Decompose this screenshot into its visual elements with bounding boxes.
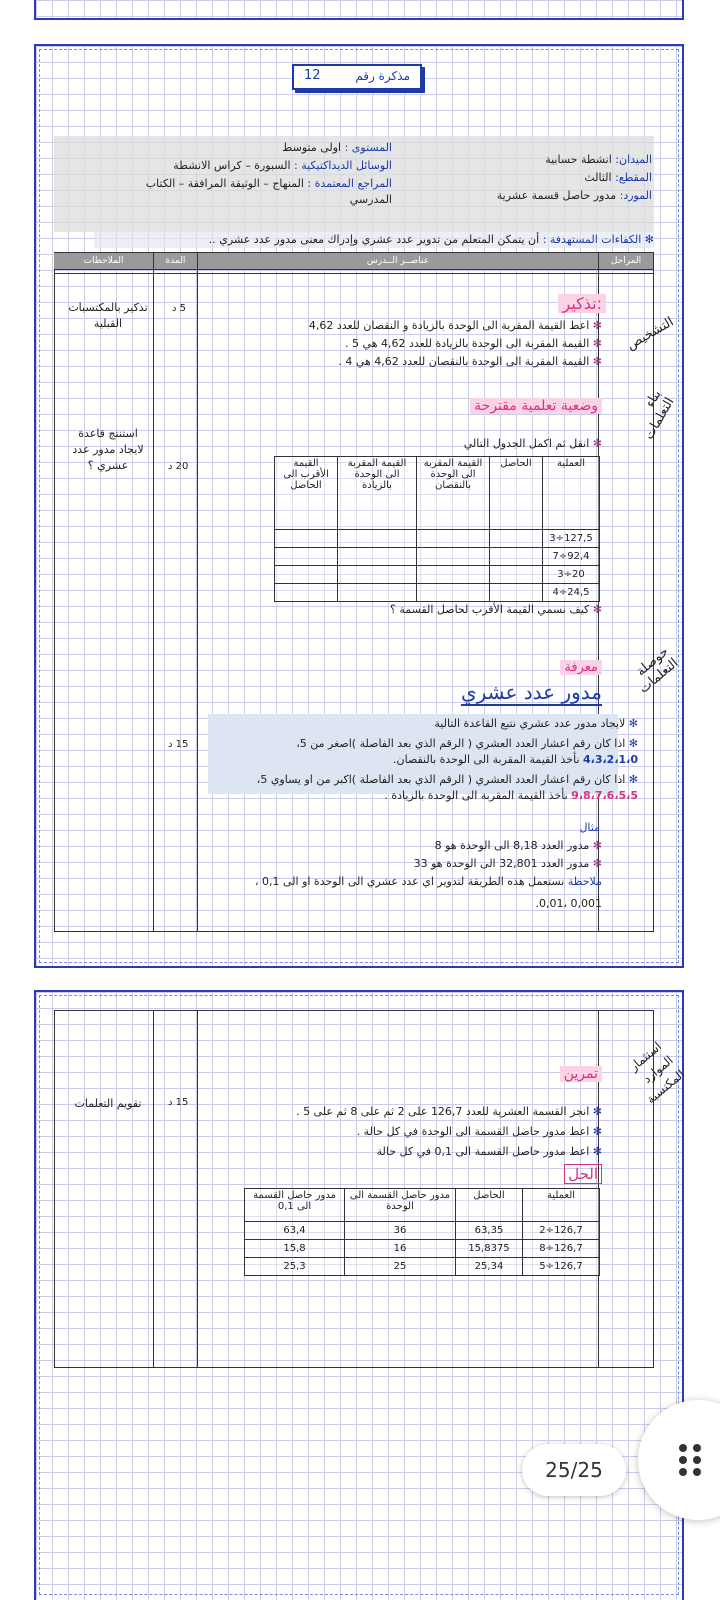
star-icon: ✻ — [592, 437, 602, 450]
table-header-row — [245, 1189, 600, 1222]
star-icon: ✻ — [592, 1125, 602, 1138]
knowledge-title: معرفة — [560, 660, 602, 675]
note-line-2: 0,001 ،0,01. — [535, 897, 602, 910]
star-icon: ✻ — [592, 1145, 602, 1158]
reminder-item-1: ✻ اعط القيمة المقربة الى الوحدة بالزيادة و النقصان للعدد 4,62 — [308, 319, 602, 332]
rule-2: ✻ اذا كان رقم اعشار العدد العشري ( الرقم الذي بعد الفاصلة )اكبر من او يساوي 5، 9،8،7،6،5،5 نأخذ القيمة المقربة الى الوحدة بالزيادة . — [256, 773, 638, 802]
refs-line: المراجع المعتمدة : المنهاج – الوثيقة المرافقة – الكتاب المدرسي — [145, 177, 392, 206]
situation-title: وضعية تعلمية مقترحة — [470, 398, 602, 414]
table-row: 20÷3 — [275, 566, 600, 584]
table-row: 126,7÷5 25,34 25 25,3 — [245, 1258, 600, 1276]
duration-2: 20 د — [168, 461, 189, 472]
solution-table — [244, 1188, 600, 1276]
table-row: 127,5÷3 — [275, 530, 600, 548]
lesson-page-1 — [34, 44, 684, 968]
situation-table — [274, 456, 600, 602]
note-line: ملاحظة نستعمل هذه الطريقة لتدوير اي عدد عشري الى الوحدة او الى 0,1 ، — [254, 875, 602, 888]
competence-line: ✻ الكفاءات المستهدفة : أن يتمكن المتعلم من تدوير عدد عشري وإدراك معنى مدور عدد عشري .. — [94, 232, 654, 248]
th-quotient: الحاصل — [456, 1189, 523, 1222]
reminder-title: تذكير: — [558, 294, 606, 313]
note-prior-knowledge: تذكير بالمكتسبات القبلية — [68, 301, 148, 330]
section-line: المقطع: الثالث — [584, 171, 652, 184]
situation-question: ✻ كيف نسمي القيمة الأقرب لحاصل القسمة ؟ — [390, 603, 602, 616]
reminder-item-2: ✻ القيمة المقربة الى الوحدة بالزيادة للعدد 4,62 هي 5 . — [345, 337, 602, 350]
reminder-item-3: ✻ القيمة المقربة الى الوحدة بالنقصان للعدد 4,62 هي 4 . — [338, 355, 602, 368]
duration-4: 15 د — [168, 1097, 189, 1108]
resource-line: المورد: مدور حاصل قسمة عشرية — [496, 189, 652, 202]
memo-title-box — [292, 64, 422, 90]
domain-line: الميدان: انشطة حسابية — [545, 153, 652, 166]
example-2: ✻ مدور العدد 32,801 الى الوحدة هو 33 — [413, 857, 602, 870]
situation-instruction: ✻ انقل ثم اكمل الجدول التالي — [463, 437, 602, 450]
star-icon: ✻ — [628, 737, 638, 750]
table-header-row — [275, 457, 600, 530]
th-upper: القيمة المقربة الى الوحدة بالزيادة — [338, 457, 417, 530]
th-closest: القيمة الأقرب الى الحاصل — [275, 457, 338, 530]
star-icon: ✻ — [592, 319, 602, 332]
column-header-notes: الملاحظات — [54, 253, 153, 269]
column-header-stages: المراحل — [599, 253, 653, 269]
stage-summary: حوصلة التعلمات — [633, 644, 682, 697]
duration-3: 15 د — [168, 739, 189, 750]
memo-number: 12 — [304, 68, 321, 83]
note-deduce-rule: استنتج قاعدة لايجاد مدور عدد عشري ؟ — [72, 427, 144, 472]
column-header-elements: عناصــر الــدرس — [198, 253, 598, 269]
note-assessment: تقويم التعلمات — [74, 1097, 142, 1110]
stage-building: بناء التعلمات — [641, 387, 678, 443]
rule-intro: ✻ لايجاد مدور عدد عشري نتبع القاعدة التالية — [434, 717, 638, 730]
previous-page-edge — [34, 0, 684, 20]
exercise-item-3: ✻ اعط مدور حاصل القسمة الى 0,1 في كل حالة — [376, 1145, 602, 1158]
table-row: 126,7÷2 63,35 36 63,4 — [245, 1222, 600, 1240]
star-icon: ✻ — [628, 773, 638, 786]
star-icon: ✻ — [628, 717, 638, 730]
tools-line: الوسائل الديداكتيكية : السبورة – كراس الانشطة — [173, 159, 392, 172]
grid-dots-icon — [678, 1443, 704, 1477]
page-indicator: 25/25 — [522, 1444, 626, 1496]
example-label: مثال — [579, 821, 600, 834]
star-icon: ✻ — [592, 839, 602, 852]
th-round-tenth: مدور حاصل القسمة الى 0,1 — [245, 1189, 345, 1222]
table-row: 126,7÷8 15,8375 16 15,8 — [245, 1240, 600, 1258]
exercise-item-2: ✻ اعط مدور حاصل القسمة الى الوحدة في كل حالة . — [356, 1125, 602, 1138]
star-icon: ✻ — [644, 233, 654, 246]
level-line: المستوى : اولى متوسط — [282, 141, 392, 154]
star-icon: ✻ — [592, 857, 602, 870]
table-row: 92,4÷7 — [275, 548, 600, 566]
star-icon: ✻ — [592, 603, 602, 616]
memo-title: مذكرة رقم — [355, 69, 410, 83]
star-icon: ✻ — [592, 1105, 602, 1118]
rule-1: ✻ اذا كان رقم اعشار العدد العشري ( الرقم الذي بعد الفاصلة )اصغر من 5، 4،3،2،1،0 نأخذ القيمة المقربة الى الوحدة بالنقصان. — [296, 737, 638, 766]
lesson-page-2 — [34, 990, 688, 1600]
exercise-title: تمرين — [560, 1066, 602, 1082]
star-icon: ✻ — [592, 337, 602, 350]
table-row: 24,5÷4 — [275, 584, 600, 602]
th-operation: العملية — [543, 457, 600, 530]
knowledge-heading: مدور عدد عشري — [460, 680, 602, 704]
stage-diagnosis: التشخيص — [624, 314, 677, 354]
example-1: ✻ مدور العدد 8,18 الى الوحدة هو 8 — [434, 839, 602, 852]
th-operation: العملية — [523, 1189, 600, 1222]
stage-investment: استثمار الموارد المكتسبة — [626, 1039, 688, 1107]
solution-label: الحل — [564, 1164, 602, 1184]
star-icon: ✻ — [592, 355, 602, 368]
th-lower: القيمة المقربة الى الوحدة بالنقصان — [417, 457, 490, 530]
column-header-duration: المدة — [154, 253, 197, 269]
th-round-unit: مدور حاصل القسمة الى الوحدة — [345, 1189, 456, 1222]
duration-1: 5 د — [172, 303, 187, 314]
exercise-item-1: ✻ انجز القسمة العشرية للعدد 126,7 على 2 ثم على 8 ثم على 5 . — [296, 1105, 602, 1118]
th-quotient: الحاصل — [490, 457, 543, 530]
